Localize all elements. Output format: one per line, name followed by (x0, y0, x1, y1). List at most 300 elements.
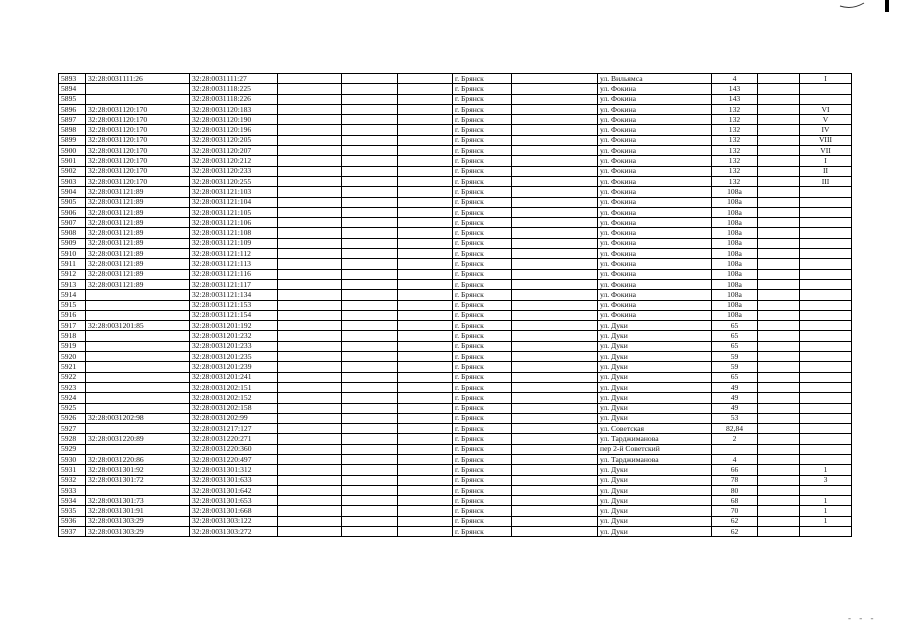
parent-cadastral-number: 32:28:0031301:73 (86, 496, 190, 506)
empty-cell (398, 434, 453, 444)
unit-number (800, 290, 852, 300)
parent-cadastral-number: 32:28:0031120:170 (86, 156, 190, 166)
empty-cell (758, 187, 800, 197)
parent-cadastral-number: 32:28:0031121:89 (86, 197, 190, 207)
house-number: 108а (712, 238, 758, 248)
table-row (59, 341, 852, 351)
row-number: 5901 (59, 156, 86, 166)
empty-cell (512, 156, 598, 166)
unit-number: II (800, 166, 852, 176)
city-cell: г. Брянск (453, 269, 512, 279)
empty-cell (342, 290, 398, 300)
empty-cell (758, 465, 800, 475)
house-number: 49 (712, 403, 758, 413)
empty-cell (398, 74, 453, 84)
cadastral-number: 32:28:0031301:653 (190, 496, 278, 506)
empty-cell (512, 393, 598, 403)
empty-cell (758, 156, 800, 166)
empty-cell (398, 372, 453, 382)
unit-number (800, 300, 852, 310)
parent-cadastral-number: 32:28:0031301:92 (86, 465, 190, 475)
empty-cell (342, 207, 398, 217)
empty-cell (758, 104, 800, 114)
empty-cell (278, 393, 342, 403)
empty-cell (342, 465, 398, 475)
house-number (712, 444, 758, 454)
table-row (59, 496, 852, 506)
house-number: 108а (712, 269, 758, 279)
empty-cell (758, 300, 800, 310)
empty-cell (512, 372, 598, 382)
empty-cell (512, 331, 598, 341)
table-row (59, 187, 852, 197)
cadastral-number: 32:28:0031121:116 (190, 269, 278, 279)
empty-cell (512, 279, 598, 289)
row-number: 5936 (59, 516, 86, 526)
empty-cell (512, 321, 598, 331)
table-row (59, 485, 852, 495)
cadastral-number: 32:28:0031111:27 (190, 74, 278, 84)
house-number: 68 (712, 496, 758, 506)
empty-cell (278, 279, 342, 289)
empty-cell (398, 279, 453, 289)
street-cell: ул. Дуки (598, 506, 712, 516)
registry-table (58, 73, 852, 537)
cadastral-number: 32:28:0031120:233 (190, 166, 278, 176)
empty-cell (398, 454, 453, 464)
city-cell: г. Брянск (453, 228, 512, 238)
street-cell: ул. Фокина (598, 290, 712, 300)
table-row (59, 382, 852, 392)
unit-number: V (800, 115, 852, 125)
house-number: 143 (712, 94, 758, 104)
street-cell: ул. Фокина (598, 94, 712, 104)
row-number: 5915 (59, 300, 86, 310)
table-row (59, 454, 852, 464)
empty-cell (398, 135, 453, 145)
city-cell: г. Брянск (453, 341, 512, 351)
city-cell: г. Брянск (453, 238, 512, 248)
cadastral-number: 32:28:0031303:122 (190, 516, 278, 526)
parent-cadastral-number: 32:28:0031120:170 (86, 115, 190, 125)
empty-cell (342, 125, 398, 135)
empty-cell (342, 238, 398, 248)
house-number: 108а (712, 300, 758, 310)
empty-cell (278, 516, 342, 526)
street-cell: ул. Фокина (598, 104, 712, 114)
city-cell: г. Брянск (453, 94, 512, 104)
city-cell: г. Брянск (453, 279, 512, 289)
parent-cadastral-number (86, 403, 190, 413)
cadastral-number: 32:28:0031201:239 (190, 362, 278, 372)
house-number: 108а (712, 259, 758, 269)
table-row (59, 238, 852, 248)
empty-cell (512, 434, 598, 444)
empty-cell (758, 475, 800, 485)
row-number: 5898 (59, 125, 86, 135)
empty-cell (758, 207, 800, 217)
empty-cell (512, 197, 598, 207)
empty-cell (512, 259, 598, 269)
unit-number (800, 279, 852, 289)
unit-number (800, 218, 852, 228)
row-number: 5935 (59, 506, 86, 516)
unit-number (800, 444, 852, 454)
empty-cell (758, 506, 800, 516)
parent-cadastral-number: 32:28:0031121:89 (86, 269, 190, 279)
empty-cell (758, 218, 800, 228)
table-row (59, 94, 852, 104)
street-cell: ул. Фокина (598, 279, 712, 289)
cadastral-number: 32:28:0031202:151 (190, 382, 278, 392)
house-number: 59 (712, 352, 758, 362)
empty-cell (398, 465, 453, 475)
empty-cell (758, 238, 800, 248)
cadastral-number: 32:28:0031202:152 (190, 393, 278, 403)
empty-cell (512, 187, 598, 197)
row-number: 5929 (59, 444, 86, 454)
parent-cadastral-number: 32:28:0031220:86 (86, 454, 190, 464)
empty-cell (342, 279, 398, 289)
house-number: 108а (712, 207, 758, 217)
unit-number (800, 249, 852, 259)
empty-cell (512, 424, 598, 434)
table-row (59, 207, 852, 217)
empty-cell (398, 475, 453, 485)
empty-cell (278, 465, 342, 475)
house-number: 82,84 (712, 424, 758, 434)
street-cell: ул. Фокина (598, 197, 712, 207)
empty-cell (512, 207, 598, 217)
unit-number (800, 434, 852, 444)
parent-cadastral-number (86, 310, 190, 320)
table-row (59, 259, 852, 269)
unit-number: I (800, 74, 852, 84)
row-number: 5897 (59, 115, 86, 125)
cadastral-number: 32:28:0031120:205 (190, 135, 278, 145)
empty-cell (342, 331, 398, 341)
empty-cell (342, 249, 398, 259)
empty-cell (278, 454, 342, 464)
empty-cell (278, 228, 342, 238)
unit-number (800, 187, 852, 197)
empty-cell (342, 135, 398, 145)
parent-cadastral-number: 32:28:0031120:170 (86, 135, 190, 145)
empty-cell (278, 382, 342, 392)
unit-number (800, 197, 852, 207)
street-cell: ул. Фокина (598, 218, 712, 228)
city-cell: г. Брянск (453, 352, 512, 362)
city-cell: г. Брянск (453, 496, 512, 506)
street-cell: ул. Дуки (598, 516, 712, 526)
empty-cell (278, 218, 342, 228)
empty-cell (342, 454, 398, 464)
cadastral-number: 32:28:0031121:108 (190, 228, 278, 238)
empty-cell (512, 527, 598, 537)
empty-cell (278, 74, 342, 84)
empty-cell (278, 362, 342, 372)
street-cell: ул. Советская (598, 424, 712, 434)
parent-cadastral-number (86, 372, 190, 382)
parent-cadastral-number: 32:28:0031120:170 (86, 166, 190, 176)
row-number: 5896 (59, 104, 86, 114)
parent-cadastral-number: 32:28:0031121:89 (86, 259, 190, 269)
empty-cell (342, 166, 398, 176)
cadastral-number: 32:28:0031120:207 (190, 146, 278, 156)
cadastral-number: 32:28:0031118:225 (190, 84, 278, 94)
table-row (59, 331, 852, 341)
registry-rows (59, 74, 852, 537)
empty-cell (278, 84, 342, 94)
unit-number: IV (800, 125, 852, 135)
cadastral-number: 32:28:0031120:255 (190, 176, 278, 186)
table-row (59, 218, 852, 228)
empty-cell (398, 146, 453, 156)
city-cell: г. Брянск (453, 259, 512, 269)
corner-scan-mark: - - - (848, 613, 877, 623)
unit-number (800, 424, 852, 434)
empty-cell (758, 382, 800, 392)
empty-cell (278, 259, 342, 269)
city-cell: г. Брянск (453, 444, 512, 454)
empty-cell (512, 413, 598, 423)
house-number: 49 (712, 393, 758, 403)
house-number: 78 (712, 475, 758, 485)
empty-cell (342, 176, 398, 186)
cadastral-number: 32:28:0031120:183 (190, 104, 278, 114)
empty-cell (512, 74, 598, 84)
city-cell: г. Брянск (453, 465, 512, 475)
row-number: 5924 (59, 393, 86, 403)
table-row (59, 84, 852, 94)
table-row (59, 74, 852, 84)
empty-cell (398, 125, 453, 135)
empty-cell (758, 403, 800, 413)
parent-cadastral-number: 32:28:0031220:89 (86, 434, 190, 444)
empty-cell (758, 249, 800, 259)
empty-cell (278, 187, 342, 197)
table-row (59, 197, 852, 207)
unit-number (800, 321, 852, 331)
empty-cell (398, 403, 453, 413)
empty-cell (278, 300, 342, 310)
cadastral-number: 32:28:0031121:106 (190, 218, 278, 228)
cadastral-number: 32:28:0031202:99 (190, 413, 278, 423)
house-number: 62 (712, 516, 758, 526)
city-cell: г. Брянск (453, 393, 512, 403)
street-cell: ул. Дуки (598, 496, 712, 506)
empty-cell (342, 84, 398, 94)
empty-cell (758, 228, 800, 238)
empty-cell (758, 310, 800, 320)
row-number: 5932 (59, 475, 86, 485)
city-cell: г. Брянск (453, 434, 512, 444)
cadastral-number: 32:28:0031220:497 (190, 454, 278, 464)
table-row (59, 176, 852, 186)
parent-cadastral-number (86, 341, 190, 351)
unit-number (800, 228, 852, 238)
cadastral-number: 32:28:0031217:127 (190, 424, 278, 434)
street-cell: ул. Фокина (598, 135, 712, 145)
empty-cell (342, 269, 398, 279)
city-cell: г. Брянск (453, 382, 512, 392)
row-number: 5920 (59, 352, 86, 362)
row-number: 5911 (59, 259, 86, 269)
parent-cadastral-number (86, 94, 190, 104)
house-number: 108а (712, 187, 758, 197)
city-cell: г. Брянск (453, 218, 512, 228)
cadastral-number: 32:28:0031121:109 (190, 238, 278, 248)
unit-number (800, 413, 852, 423)
empty-cell (758, 516, 800, 526)
street-cell: ул. Фокина (598, 300, 712, 310)
unit-number: III (800, 176, 852, 186)
parent-cadastral-number: 32:28:0031111:26 (86, 74, 190, 84)
house-number: 2 (712, 434, 758, 444)
empty-cell (342, 94, 398, 104)
row-number: 5922 (59, 372, 86, 382)
row-number: 5925 (59, 403, 86, 413)
row-number: 5934 (59, 496, 86, 506)
house-number: 4 (712, 74, 758, 84)
empty-cell (512, 84, 598, 94)
parent-cadastral-number: 32:28:0031121:89 (86, 279, 190, 289)
street-cell: ул. Дуки (598, 475, 712, 485)
empty-cell (342, 434, 398, 444)
cadastral-number: 32:28:0031120:196 (190, 125, 278, 135)
row-number: 5917 (59, 321, 86, 331)
empty-cell (398, 115, 453, 125)
house-number: 108а (712, 218, 758, 228)
empty-cell (758, 393, 800, 403)
row-number: 5926 (59, 413, 86, 423)
unit-number (800, 269, 852, 279)
empty-cell (342, 197, 398, 207)
city-cell: г. Брянск (453, 187, 512, 197)
parent-cadastral-number: 32:28:0031202:98 (86, 413, 190, 423)
empty-cell (398, 197, 453, 207)
cadastral-number: 32:28:0031201:232 (190, 331, 278, 341)
empty-cell (398, 352, 453, 362)
parent-cadastral-number (86, 382, 190, 392)
unit-number (800, 382, 852, 392)
house-number: 108а (712, 249, 758, 259)
empty-cell (512, 218, 598, 228)
street-cell: ул. Фокина (598, 269, 712, 279)
parent-cadastral-number: 32:28:0031121:89 (86, 187, 190, 197)
table-row (59, 516, 852, 526)
cadastral-number: 32:28:0031121:104 (190, 197, 278, 207)
row-number: 5928 (59, 434, 86, 444)
empty-cell (278, 413, 342, 423)
city-cell: г. Брянск (453, 413, 512, 423)
unit-number: 1 (800, 516, 852, 526)
city-cell: г. Брянск (453, 207, 512, 217)
empty-cell (758, 444, 800, 454)
street-cell: ул. Дуки (598, 331, 712, 341)
city-cell: г. Брянск (453, 403, 512, 413)
empty-cell (512, 269, 598, 279)
row-number: 5916 (59, 310, 86, 320)
house-number: 80 (712, 485, 758, 495)
empty-cell (512, 465, 598, 475)
empty-cell (398, 104, 453, 114)
row-number: 5899 (59, 135, 86, 145)
cadastral-number: 32:28:0031121:105 (190, 207, 278, 217)
city-cell: г. Брянск (453, 310, 512, 320)
empty-cell (398, 187, 453, 197)
table-row (59, 434, 852, 444)
house-number: 132 (712, 156, 758, 166)
empty-cell (758, 146, 800, 156)
empty-cell (278, 290, 342, 300)
empty-cell (278, 310, 342, 320)
empty-cell (342, 341, 398, 351)
empty-cell (512, 300, 598, 310)
empty-cell (512, 115, 598, 125)
empty-cell (758, 269, 800, 279)
parent-cadastral-number (86, 352, 190, 362)
empty-cell (278, 331, 342, 341)
city-cell: г. Брянск (453, 135, 512, 145)
empty-cell (758, 74, 800, 84)
empty-cell (278, 475, 342, 485)
row-number: 5894 (59, 84, 86, 94)
parent-cadastral-number (86, 362, 190, 372)
table-row (59, 135, 852, 145)
parent-cadastral-number (86, 393, 190, 403)
empty-cell (398, 176, 453, 186)
page-edge-mark (885, 0, 889, 12)
empty-cell (758, 166, 800, 176)
empty-cell (278, 352, 342, 362)
row-number: 5913 (59, 279, 86, 289)
empty-cell (278, 249, 342, 259)
empty-cell (278, 135, 342, 145)
row-number: 5909 (59, 238, 86, 248)
empty-cell (278, 403, 342, 413)
parent-cadastral-number (86, 84, 190, 94)
table-row (59, 146, 852, 156)
empty-cell (398, 259, 453, 269)
house-number: 132 (712, 125, 758, 135)
table-row (59, 290, 852, 300)
empty-cell (342, 104, 398, 114)
row-number: 5933 (59, 485, 86, 495)
unit-number (800, 341, 852, 351)
empty-cell (398, 516, 453, 526)
empty-cell (278, 506, 342, 516)
city-cell: г. Брянск (453, 527, 512, 537)
empty-cell (758, 527, 800, 537)
cadastral-number: 32:28:0031220:360 (190, 444, 278, 454)
empty-cell (512, 352, 598, 362)
cadastral-number: 32:28:0031303:272 (190, 527, 278, 537)
row-number: 5910 (59, 249, 86, 259)
empty-cell (398, 527, 453, 537)
city-cell: г. Брянск (453, 115, 512, 125)
table-row (59, 413, 852, 423)
table-row (59, 403, 852, 413)
empty-cell (278, 207, 342, 217)
empty-cell (512, 485, 598, 495)
empty-cell (342, 506, 398, 516)
empty-cell (398, 362, 453, 372)
empty-cell (398, 444, 453, 454)
house-number: 65 (712, 321, 758, 331)
table-row (59, 104, 852, 114)
row-number: 5912 (59, 269, 86, 279)
